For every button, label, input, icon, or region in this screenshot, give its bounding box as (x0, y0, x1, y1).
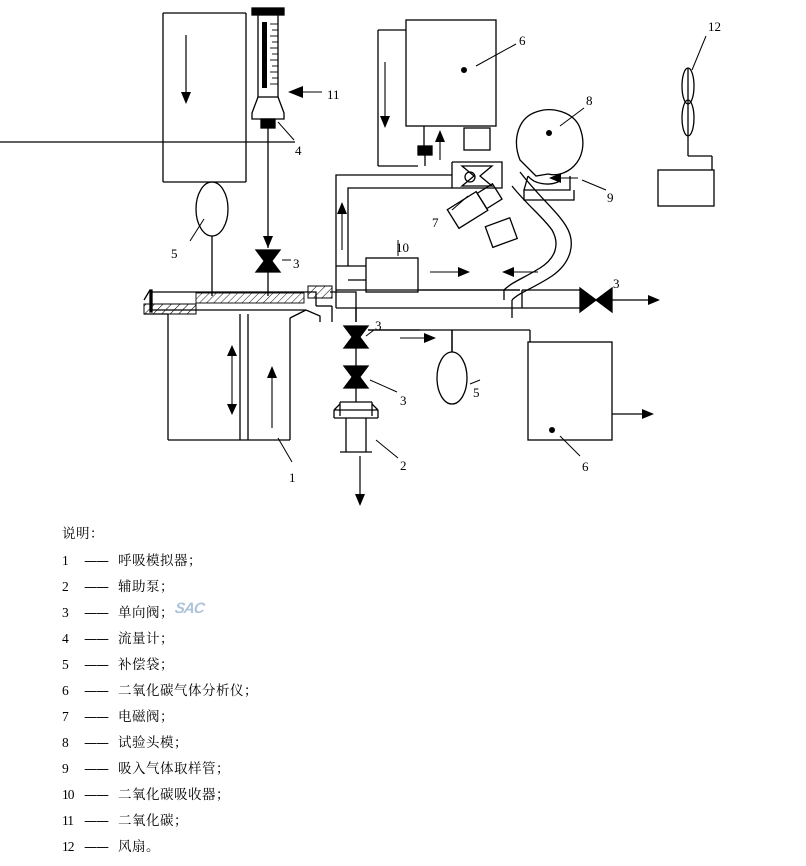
callout-6a: 6 (519, 33, 526, 48)
legend-item-9 (62, 762, 762, 777)
legend-number: 9 (62, 760, 69, 776)
legend-number: 2 (62, 578, 69, 594)
legend-label: 补偿袋； (118, 656, 174, 673)
legend-label: 试验头模； (118, 734, 188, 751)
callout-1: 1 (289, 470, 296, 485)
legend-number: 3 (62, 604, 69, 620)
legend-title: 说明： (62, 526, 104, 542)
legend-item-7 (62, 710, 762, 725)
legend-item-4 (62, 632, 762, 647)
legend-item-5 (62, 658, 762, 673)
legend-number: 7 (62, 708, 69, 724)
legend-label: 二氧化碳； (118, 812, 188, 829)
legend-label: 电磁阀； (118, 708, 174, 725)
legend-label: 辅助泵； (118, 578, 174, 595)
legend-dash: —— (84, 839, 108, 855)
callout-12: 12 (708, 19, 721, 34)
legend-label: 吸入气体取样管； (118, 760, 230, 777)
legend-number: 11 (62, 812, 73, 828)
callout-3d: 3 (613, 276, 620, 291)
callout-3c: 3 (400, 393, 407, 408)
legend-dash: —— (84, 657, 108, 673)
legend-dash: —— (84, 579, 108, 595)
legend-dash: —— (84, 813, 108, 829)
legend-dash: —— (84, 735, 108, 751)
legend-item-10 (62, 788, 762, 803)
legend-dash: —— (84, 709, 108, 725)
legend-label: 二氧化碳吸收器； (118, 786, 230, 803)
legend-item-2 (62, 580, 762, 595)
legend-number: 5 (62, 656, 69, 672)
legend-number: 6 (62, 682, 69, 698)
figure-callouts (171, 19, 721, 485)
legend-item-11 (62, 814, 762, 829)
callout-9: 9 (607, 190, 614, 205)
legend-number: 8 (62, 734, 69, 750)
callout-5b: 5 (473, 385, 480, 400)
legend-item-8 (62, 736, 762, 751)
legend-dash: —— (84, 787, 108, 803)
watermark-logo: SAC (173, 600, 205, 617)
callout-7: 7 (432, 215, 439, 230)
legend-dash: —— (84, 605, 108, 621)
legend-number: 10 (62, 786, 74, 802)
legend (62, 528, 762, 866)
callout-2: 2 (400, 458, 407, 473)
legend-number: 12 (62, 838, 74, 854)
legend-item-6 (62, 684, 762, 699)
callout-10: 10 (396, 240, 409, 255)
legend-dash: —— (84, 631, 108, 647)
legend-label: 单向阀； (118, 604, 174, 621)
legend-label: 流量计； (118, 630, 174, 647)
legend-number: 4 (62, 630, 69, 646)
callout-3b: 3 (375, 318, 382, 333)
callout-5a: 5 (171, 246, 178, 261)
legend-item-3 (62, 606, 762, 621)
legend-label: 二氧化碳气体分析仪； (118, 682, 258, 699)
legend-item-12 (62, 840, 762, 855)
legend-number: 1 (62, 552, 69, 568)
callout-8: 8 (586, 93, 593, 108)
legend-dash: —— (84, 761, 108, 777)
legend-label: 呼吸模拟器； (118, 552, 202, 569)
callout-6b: 6 (582, 459, 589, 474)
legend-dash: —— (84, 553, 108, 569)
legend-dash: —— (84, 683, 108, 699)
callout-3a: 3 (293, 256, 300, 271)
callout-4: 4 (295, 143, 302, 158)
callout-11: 11 (327, 87, 340, 102)
legend-label: 风扇。 (118, 838, 160, 855)
legend-item-1 (62, 554, 762, 569)
